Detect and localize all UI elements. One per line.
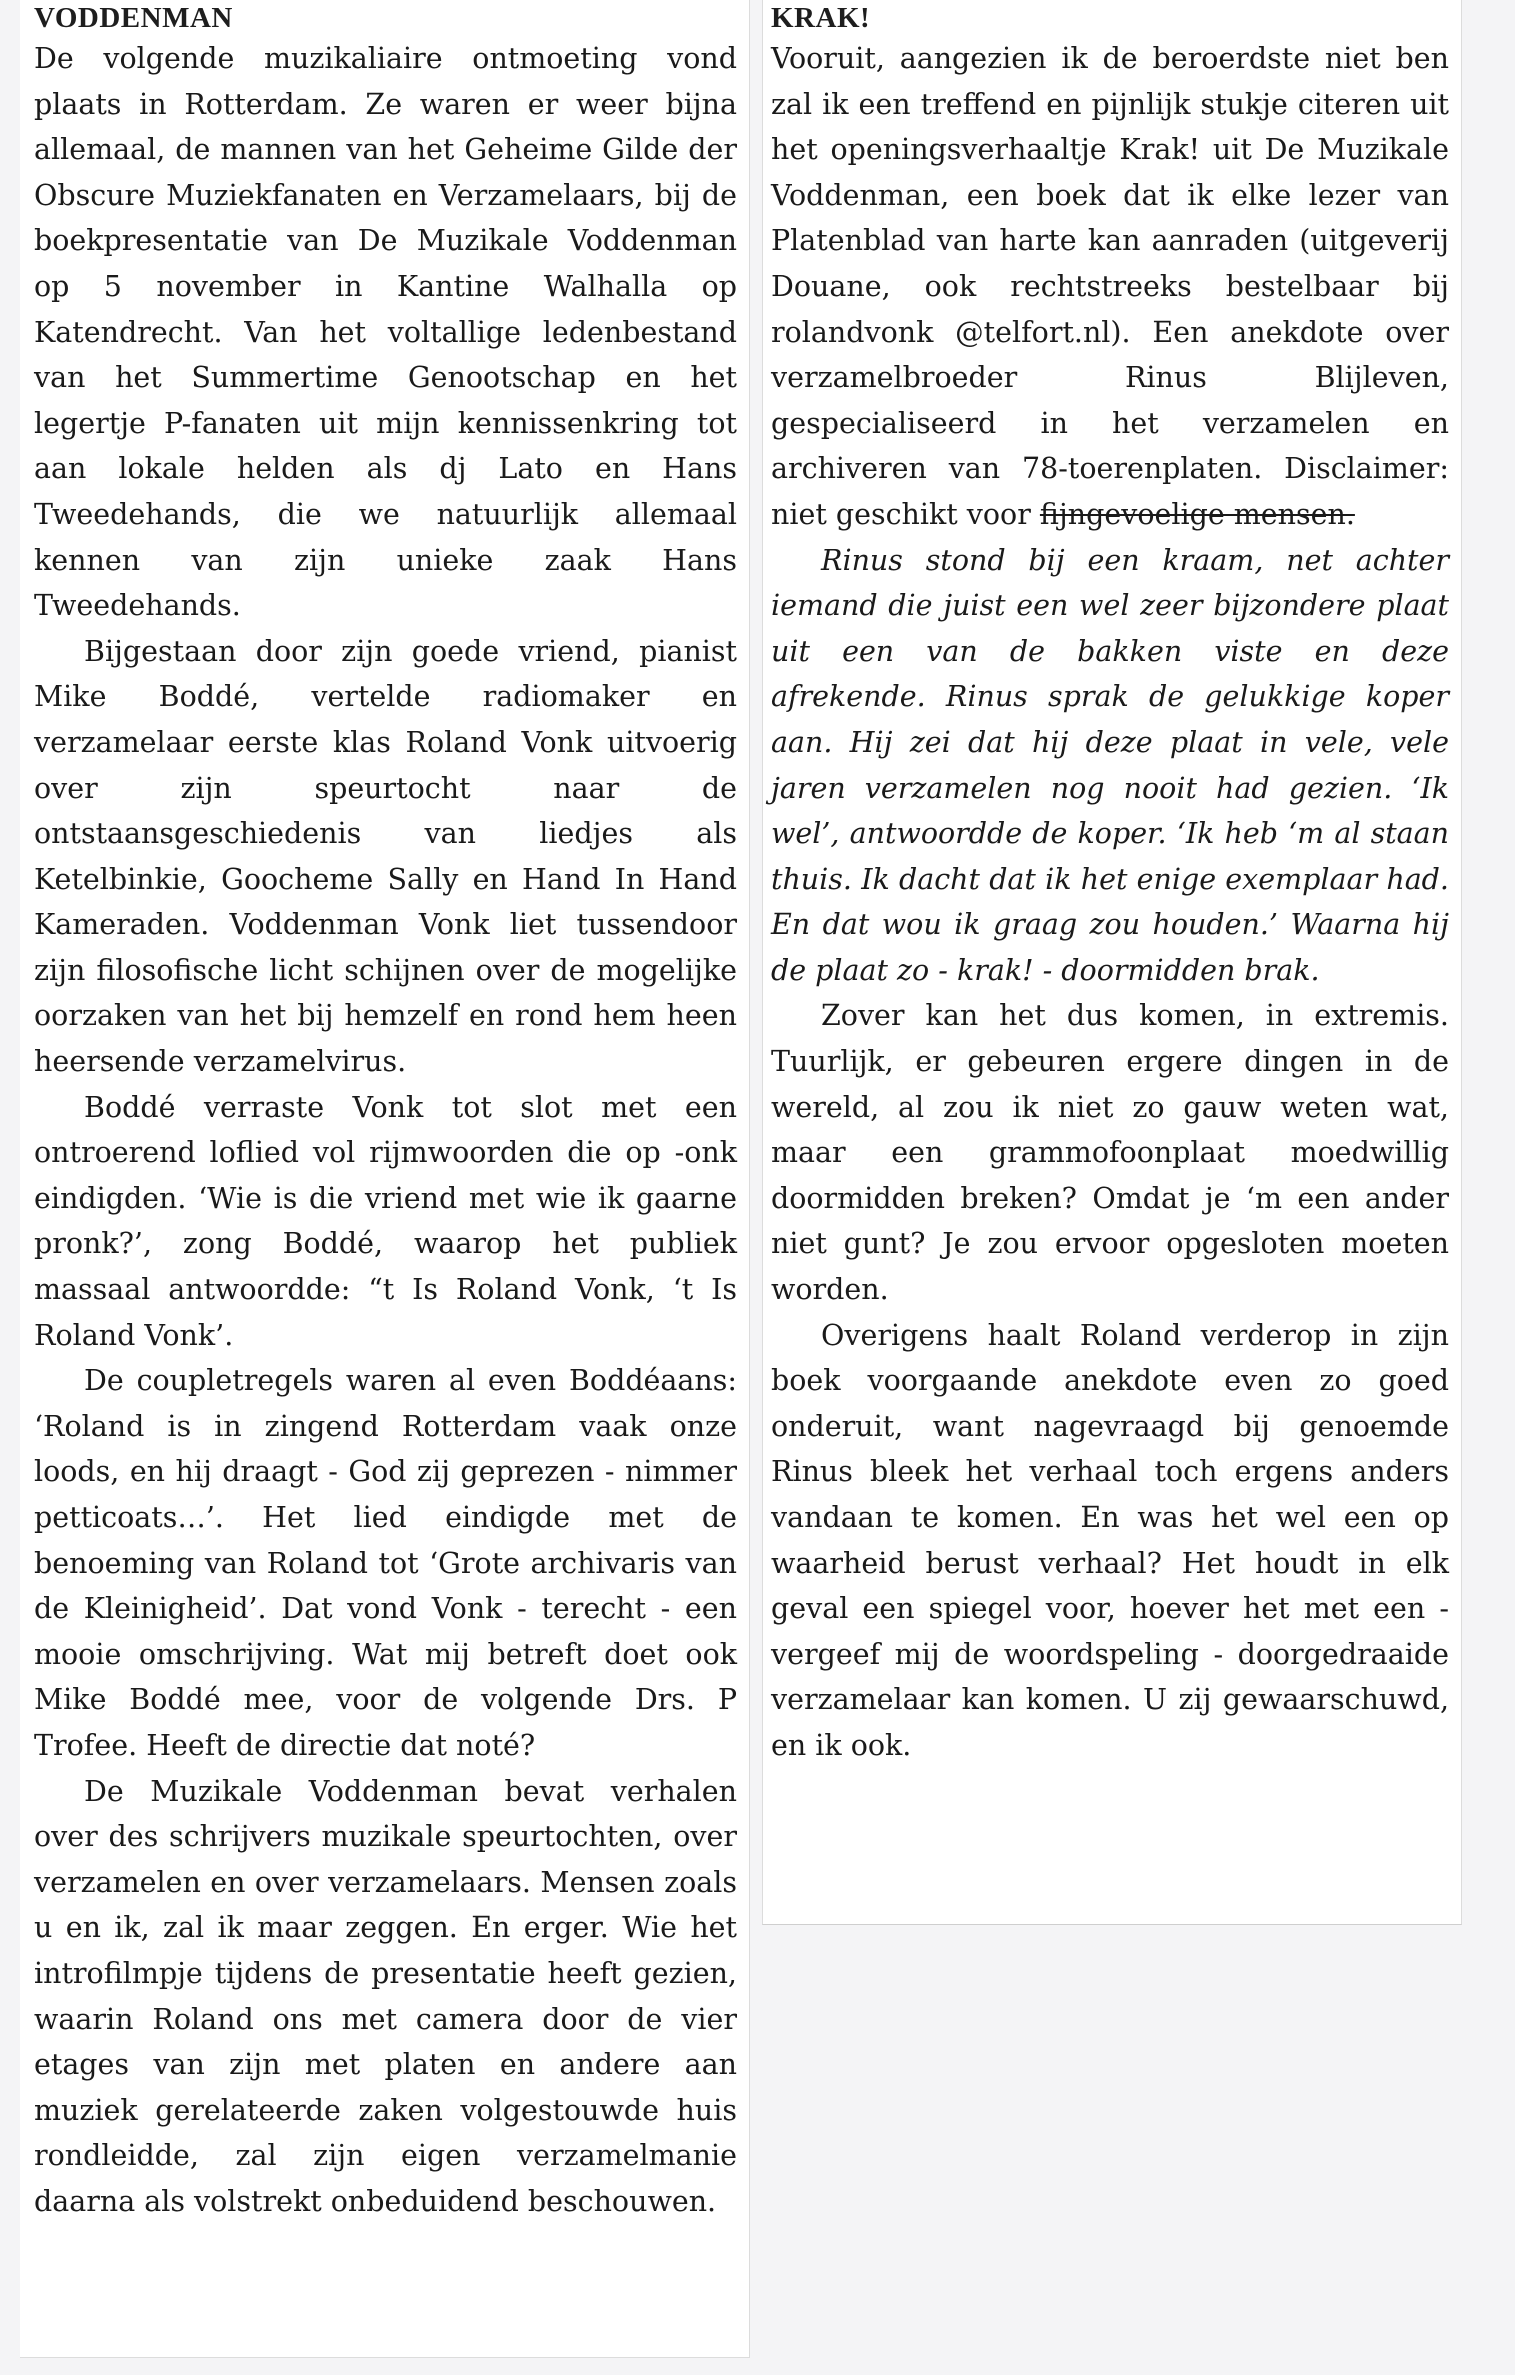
right-intro-struck-text: fijngevoelige mensen.	[1039, 497, 1355, 531]
left-paragraph-3: Boddé verraste Vonk tot slot met een ontroerend loflied vol rijmwoorden die op -onk eindigden. ‘Wie is die vriend met wie ik gaarne pronk?’, zong Boddé, waarop het publiek massaal antwoordde: “t Is Roland Vonk, ‘t Is Roland Vonk’.	[34, 1090, 737, 1352]
left-column-clipping	[20, 0, 750, 2358]
right-intro-text: Vooruit, aangezien ik de beroerdste niet ben zal ik een treffend en pijnlijk stukje citeren uit het openingsverhaaltje Krak! uit De Muzikale Voddenman, een boek dat ik elke lezer van Platenblad van harte kan aanraden (uitgeverij Douane, ook rechtstreeks bestelbaar bij rolandvonk @telfort.nl). Een anekdote over verzamelbroeder Rinus Blijleven, gespecialiseerd in het verzamelen en archiveren van 78-toerenplaten. Disclaimer: niet geschikt voor	[771, 42, 1449, 531]
left-paragraph-5: De Muzikale Voddenman bevat verhalen over des schrijvers muzikale speurtochten, over verzamelen en over verzamelaars. Mensen zoals u en ik, zal ik maar zeggen. En erger. Wie het introfilmpje tijdens de presentatie heeft gezien, waarin Roland ons met camera door de vier etages van zijn met platen en andere aan muziek gerelateerde zaken volgestouwde huis rondleidde, zal zijn eigen verzamelmanie daarna als volstrekt onbeduidend beschouwen.	[34, 1774, 737, 2218]
right-paragraph-2: Overigens haalt Roland verderop in zijn boek voorgaande anekdote even zo goed onderuit, want nagevraagd bij genoemde Rinus bleek het verhaal toch ergens anders vandaan te komen. En was het wel een op waarheid berust verhaal? Het houdt in elk geval een spiegel voor, hoever het met een - vergeef mij de woordspeling - doorgedraaide verzamelaar kan komen. U zij gewaarschuwd, en ik ook.	[771, 1318, 1449, 1762]
left-paragraph-2: Bijgestaan door zijn goede vriend, pianist Mike Boddé, vertelde radiomaker en verzamelaar eerste klas Roland Vonk uitvoerig over zijn speurtocht naar de ontstaansgeschiedenis van liedjes als Ketelbinkie, Goocheme Sally en Hand In Hand Kameraden. Voddenman Vonk liet tussendoor zijn filosofische licht schijnen over de mogelijke oorzaken van het bij hemzelf en rond hem heen heersende verzamelvirus.	[34, 634, 737, 1079]
right-intro-paragraph	[771, 36, 1449, 538]
left-paragraph-4: De coupletregels waren al even Boddéaans: ‘Roland is in zingend Rotterdam vaak onze loods, en hij draagt - God zij geprezen - nimmer petticoats…’. Het lied eindigde met de benoeming van Roland tot ‘Grote archivaris van de Kleinigheid’. Dat vond Vonk - terecht - een mooie omschrijving. Wat mij betreft doet ook Mike Boddé mee, voor de volgende Drs. P Trofee. Heeft de directie dat noté?	[34, 1364, 737, 1762]
right-quote-paragraph: Rinus stond bij een kraam, net achter iemand die juist een wel zeer bijzondere plaat uit een van de bakken viste en deze afrekende. Rinus sprak de gelukkige koper aan. Hij zei dat hij deze plaat in vele, vele jaren verzamelen nog nooit had gezien. ‘Ik wel’, antwoordde de koper. ‘Ik heb ‘m al staan thuis. Ik dacht dat ik het enige exemplaar had. En dat wou ik graag zou houden.’ Waarna hij de plaat zo - krak! - doormidden brak.	[771, 543, 1449, 987]
left-paragraph-1: De volgende muzikaliaire ontmoeting vond plaats in Rotterdam. Ze waren er weer bijna allemaal, de mannen van het Geheime Gilde der Obscure Muziekfanaten en Verzamelaars, bij de boekpresentatie van De Muzikale Voddenman op 5 november in Kantine Walhalla op Katendrecht. Van het voltallige ledenbestand van het Summertime Genootschap en het legertje P-fanaten uit mijn kennissenkring tot aan lokale helden als dj Lato en Hans Tweedehands, die we natuurlijk allemaal kennen van zijn unieke zaak Hans Tweedehands.	[34, 42, 737, 623]
right-column-clipping	[762, 0, 1462, 1925]
right-column-heading: KRAK!	[771, 2, 871, 34]
right-paragraph-1: Zover kan het dus komen, in extremis. Tuurlijk, er gebeuren ergere dingen in de wereld, al zou ik niet zo gauw weten wat, maar een grammofoonplaat moedwillig doormidden breken? Omdat je ‘m een ander niet gunt? Je zou ervoor opgesloten moeten worden.	[771, 999, 1449, 1307]
left-column-heading: VODDENMAN	[34, 2, 233, 34]
